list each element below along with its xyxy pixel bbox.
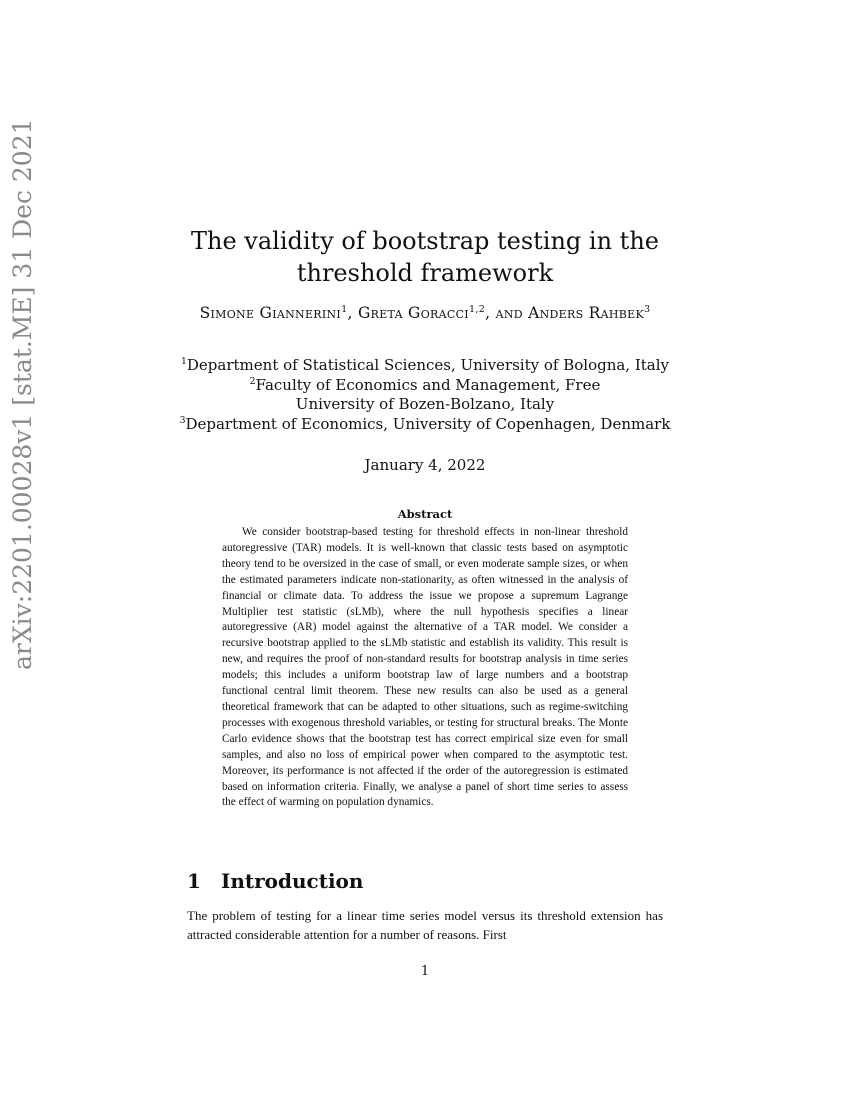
author-separator: , and xyxy=(485,304,529,322)
author-list xyxy=(150,303,700,323)
arxiv-identifier-stamp: arXiv:2201.00028v1 [stat.ME] 31 Dec 2021 xyxy=(8,118,37,670)
publication-date: January 4, 2022 xyxy=(364,456,486,474)
affiliation-list xyxy=(150,356,700,434)
author-separator: , xyxy=(347,304,358,322)
section-body-text: The problem of testing for a linear time series model versus its threshold extension has attracted considerable attention for a number of reasons. First xyxy=(187,908,663,942)
abstract-heading: Abstract xyxy=(397,507,453,521)
section-heading xyxy=(187,869,363,893)
section-number: 1 xyxy=(187,869,201,893)
affiliation: $^2$Faculty of Economics and Management, Free University of Bozen-Bolzano, Italy xyxy=(249,375,601,413)
author-affiliation-mark: 1,2 xyxy=(468,303,486,315)
author-name: Simone Giannerini xyxy=(199,304,342,322)
paper-title: The validity of bootstrap testing in the threshold framework xyxy=(191,227,659,287)
section-title: Introduction xyxy=(221,869,364,893)
author-name: Greta Goracci xyxy=(357,304,469,322)
author-affiliation-mark: 1 xyxy=(341,303,348,315)
affiliation: $^3$Department of Economics, University of Copenhagen, Denmark xyxy=(179,414,671,433)
abstract-text: We consider bootstrap-based testing for threshold effects in non-linear threshold autoregressive (TAR) models. It is well-known that classic tests based on asymptotic theory tend to be oversized in the case of small, or even moderate sample sizes, or when the estimated parameters indicate non-stationarity, as often witnessed in the analysis of financial or climate data. To address the issue we propose a supremum Lagrange Multiplier test statistic (sLMb), where the null hypothesis specifies a linear autoregressive (AR) model against the alternative of a TAR model. We consider a recursive bootstrap applied to the sLMb statistic and establish its validity. This result is new, and requires the proof of non-standard results for bootstrap analysis in time series models; this includes a uniform bootstrap law of large numbers and a bootstrap functional central limit theorem. These new results can also be used as a general theoretical framework that can be adapted to other situations, such as regime-switching processes with exogenous threshold variables, or testing for structural breaks. The Monte Carlo evidence shows that the bootstrap test has correct empirical size even for small samples, and also no loss of empirical power when compared to the asymptotic test. Moreover, its performance is not affected if the order of the autoregression is estimated based on information criteria. Finally, we analyse a panel of short time series to assess the effect of warming on population dynamics. xyxy=(222,526,628,809)
page-number: 1 xyxy=(420,964,430,979)
affiliation: $^1$Department of Statistical Sciences, University of Bologna, Italy xyxy=(180,356,670,374)
author-affiliation-mark: 3 xyxy=(643,303,651,315)
author-name: Anders Rahbek xyxy=(528,304,644,322)
